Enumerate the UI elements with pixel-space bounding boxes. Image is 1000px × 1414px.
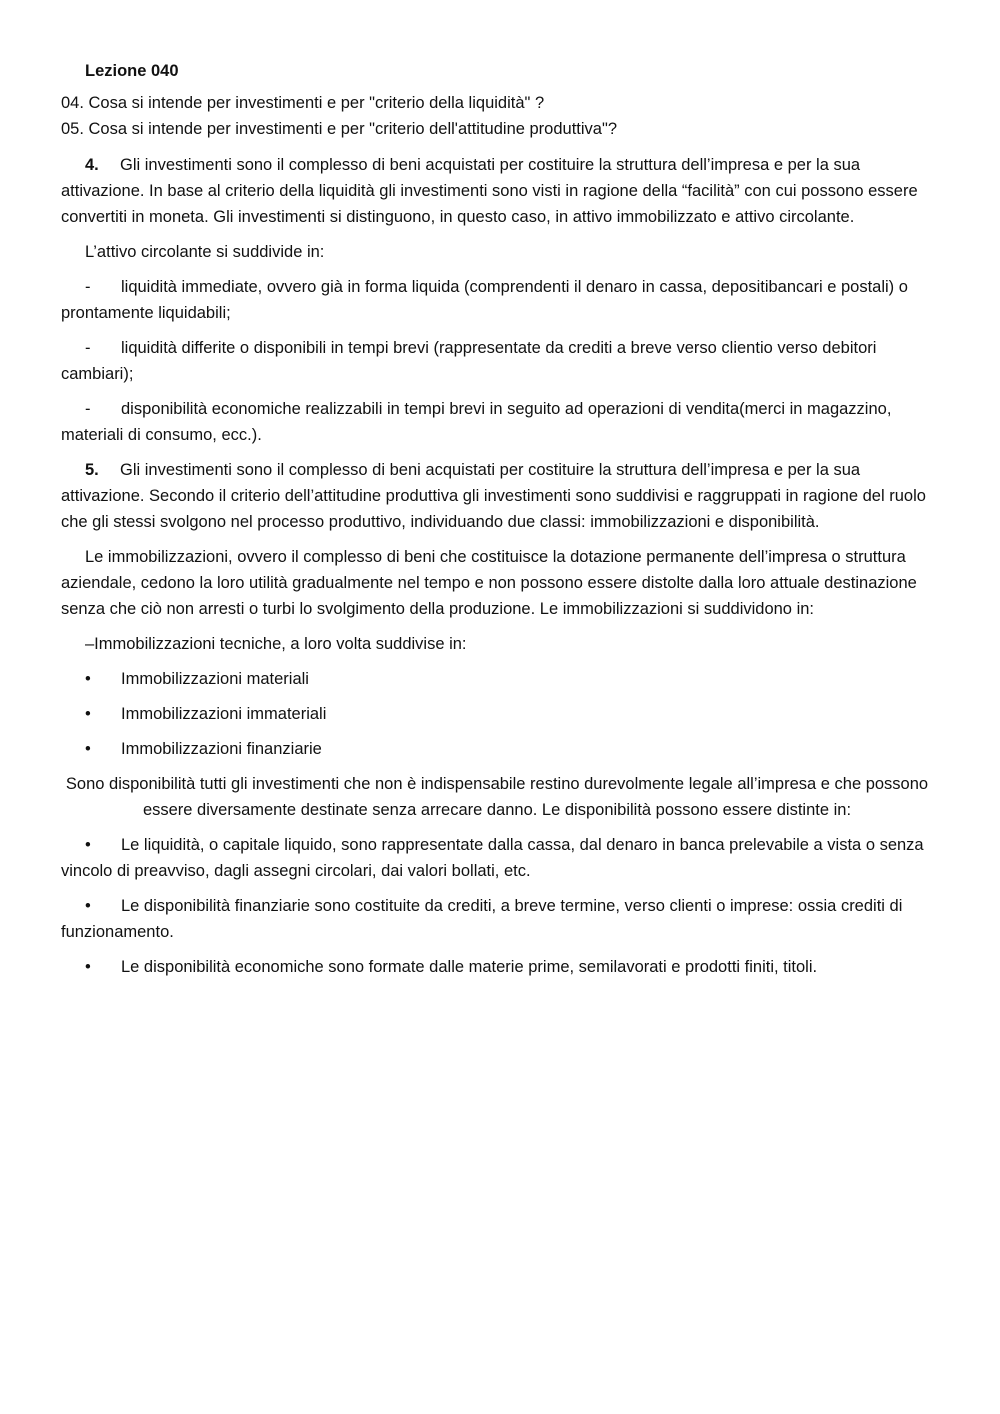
dash-marker: -	[85, 339, 91, 357]
bullet-marker: •	[85, 705, 91, 723]
bullet-item-text: Immobilizzazioni finanziarie	[121, 740, 322, 758]
bullet-item	[61, 832, 933, 884]
list-item	[61, 396, 933, 448]
bullet-item	[61, 954, 933, 980]
bullet-item-text: Immobilizzazioni materiali	[121, 670, 309, 688]
answer-4-number: 4.	[85, 156, 99, 174]
bullet-item	[61, 666, 933, 692]
dash-marker: -	[85, 278, 91, 296]
dash-marker: -	[85, 400, 91, 418]
immobilizzazioni-tecniche-line: –Immobilizzazioni tecniche, a loro volta suddivise in:	[85, 635, 467, 653]
answer-4-paragraph	[61, 152, 933, 230]
answer-5-number: 5.	[85, 461, 99, 479]
list-item	[61, 274, 933, 326]
lesson-title: Lezione 040	[85, 62, 179, 80]
immobilizzazioni-paragraph: Le immobilizzazioni, ovvero il complesso di beni che costituisce la dotazione permanente dell’impresa o struttura aziendale, cedono la loro utilità gradualmente nel tempo e non possono essere distolte dalla loro attuale destinazione senza che ciò non arresti o turbi lo svolgimento della produzione. Le immobilizzazioni si suddividono in:	[61, 548, 917, 618]
answer-5-text: Gli investimenti sono il complesso di beni acquistati per costituire la struttura dell’impresa e per la sua attivazione. Secondo il criterio dell’attitudine produttiva gli investimenti sono suddivisi e raggruppati in ragione del ruolo che gli stessi svolgono nel processo produttivo, individuando due classi: immobilizzazioni e disponibilità.	[61, 461, 926, 531]
bullet-marker: •	[85, 670, 91, 688]
answer-5-paragraph	[61, 457, 933, 535]
bullet-marker: •	[85, 836, 91, 854]
disponibilita-paragraph: Sono disponibilità tutti gli investimenti che non è indispensabile restino durevolmente legale all’impresa e che possono essere diversamente destinate senza arrecare danno. Le disponibilità possono essere distinte in:	[65, 775, 929, 819]
attivo-circolante-intro: L’attivo circolante si suddivide in:	[85, 243, 325, 261]
list-item-text: liquidità differite o disponibili in tempi brevi (rappresentate da crediti a breve verso clientio verso debitori cambiari);	[61, 339, 877, 383]
bullet-item	[61, 893, 933, 945]
bullet-item-text: Immobilizzazioni immateriali	[121, 705, 327, 723]
bullet-marker: •	[85, 958, 91, 976]
question-05: 05. Cosa si intende per investimenti e per "criterio dell'attitudine produttiva"?	[61, 120, 617, 138]
document-page	[61, 58, 933, 989]
answer-4-text: Gli investimenti sono il complesso di beni acquistati per costituire la struttura dell’impresa e per la sua attivazione. In base al criterio della liquidità gli investimenti sono visti in ragione della “facilità” con cui possono essere convertiti in moneta. Gli investimenti si distinguono, in questo caso, in attivo immobilizzato e attivo circolante.	[61, 156, 918, 226]
bullet-item-text: Le disponibilità economiche sono formate dalle materie prime, semilavorati e prodotti finiti, titoli.	[121, 958, 818, 976]
bullet-item-text: Le liquidità, o capitale liquido, sono rappresentate dalla cassa, dal denaro in banca prelevabile a vista o senza vincolo di preavviso, dagli assegni circolari, dai valori bollati, etc.	[61, 836, 924, 880]
list-item-text: disponibilità economiche realizzabili in tempi brevi in seguito ad operazioni di vendita(merci in magazzino, materiali di consumo, ecc.).	[61, 400, 892, 444]
list-item	[61, 335, 933, 387]
bullet-item-text: Le disponibilità finanziarie sono costituite da crediti, a breve termine, verso clienti o imprese: ossia crediti di funzionamento.	[61, 897, 903, 941]
bullet-marker: •	[85, 740, 91, 758]
list-item-text: liquidità immediate, ovvero già in forma liquida (comprendenti il denaro in cassa, depositibancari e postali) o prontamente liquidabili;	[61, 278, 908, 322]
bullet-item	[61, 701, 933, 727]
bullet-marker: •	[85, 897, 91, 915]
question-04: 04. Cosa si intende per investimenti e per "criterio della liquidità" ?	[61, 94, 545, 112]
bullet-item	[61, 736, 933, 762]
